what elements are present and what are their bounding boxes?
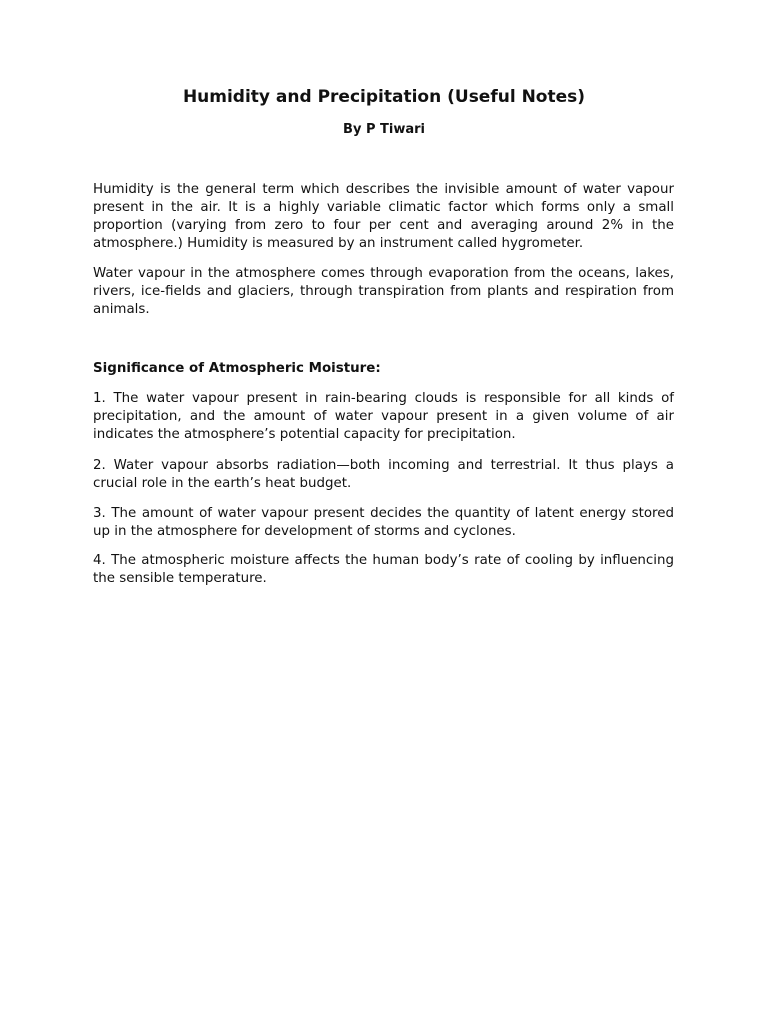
document-title: Humidity and Precipitation (Useful Notes): [182, 87, 586, 107]
numbered-point: 1. The water vapour present in rain-bearing clouds is responsible for all kinds of precipitation, and the amount of water vapour present in a given volume of air indicates the atmosphere’s potential capacity for precipitation.: [93, 391, 674, 442]
numbered-point: 3. The amount of water vapour present decides the quantity of latent energy stored up in the atmosphere for development of storms and cyclones.: [93, 506, 674, 539]
section-heading: Significance of Atmospheric Moisture:: [93, 361, 381, 376]
numbered-point: 4. The atmospheric moisture affects the human body’s rate of cooling by influencing the sensible temperature.: [93, 553, 674, 586]
body-paragraph: Water vapour in the atmosphere comes through evaporation from the oceans, lakes, rivers, ice-fields and glaciers, through transpiration from plants and respiration from animals.: [93, 266, 674, 317]
document-author: By P Tiwari: [343, 122, 425, 137]
body-paragraph: Humidity is the general term which describes the invisible amount of water vapour present in the air. It is a highly variable climatic factor which forms only a small proportion (varying from zero to four per cent and averaging around 2% in the atmosphere.) Humidity is measured by an instrument called hygrometer.: [93, 182, 674, 251]
numbered-point: 2. Water vapour absorbs radiation—both incoming and terrestrial. It thus plays a crucial role in the earth’s heat budget.: [93, 458, 674, 491]
